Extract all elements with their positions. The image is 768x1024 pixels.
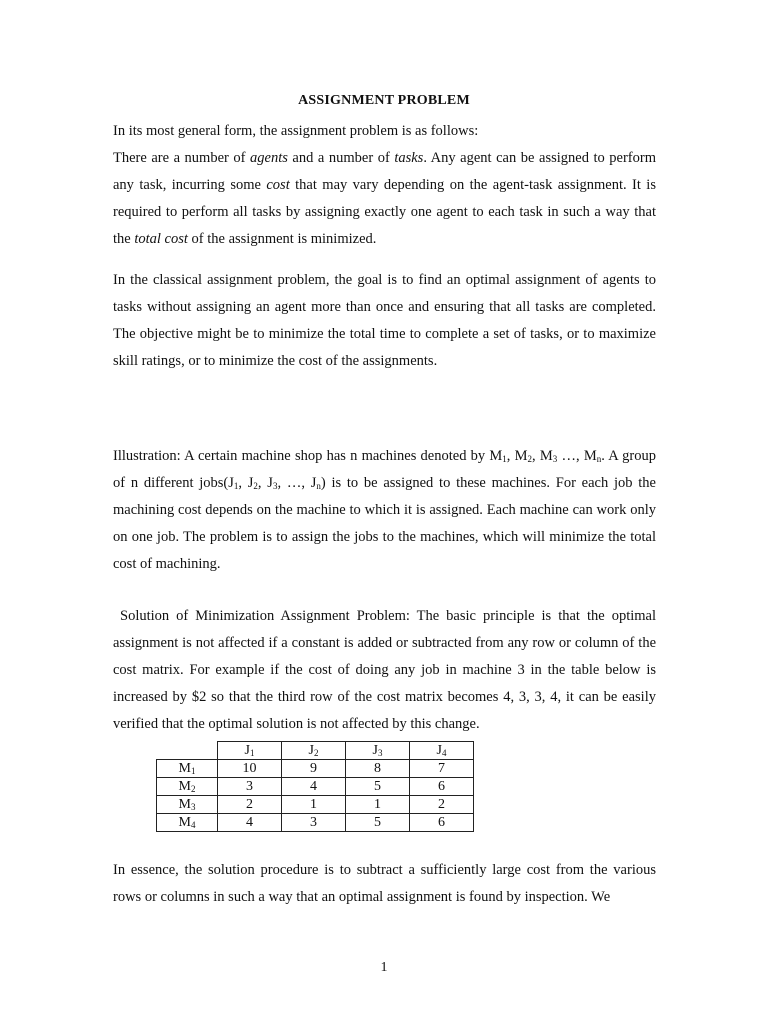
row-subscript: 1 <box>190 766 196 776</box>
subscript: n <box>316 481 321 491</box>
row-subscript: 3 <box>190 802 196 812</box>
row-letter: M <box>178 779 191 794</box>
text-run: , J <box>257 475 273 491</box>
text-run: , M <box>506 448 528 464</box>
table-cell: 4 <box>218 814 282 832</box>
essence-paragraph <box>113 857 656 911</box>
table-row-label <box>157 814 218 832</box>
row-letter: M <box>178 815 191 830</box>
term-total-cost: total cost <box>134 231 188 247</box>
table-header-row <box>157 742 474 760</box>
intro-text: that may vary depending on the agent-task assignment. It is required to perform all tasks by assigning exactly one agent to each task in such a way that the <box>113 177 656 247</box>
table-cell: 6 <box>410 814 474 832</box>
classical-text: In the classical assignment problem, the goal is to find an optimal assignment of agents to tasks without assigning an agent more than once and ensuring that all tasks are completed. The objective might be to minimize the total time to complete a set of tasks, or to maximize skill ratings, or to minimize the cost of the assignments. <box>113 272 656 369</box>
intro-text: and a number of <box>287 150 395 166</box>
illustration-paragraph <box>113 443 656 578</box>
table-cell: 1 <box>282 796 346 814</box>
row-subscript: 2 <box>190 784 196 794</box>
table-cell: 4 <box>282 778 346 796</box>
table-corner-cell <box>157 742 218 760</box>
term-cost: cost <box>266 177 290 193</box>
intro-text: . Any agent can be assigned to perform any task, incurring some <box>113 150 656 193</box>
table-cell: 9 <box>282 760 346 778</box>
table-cell: 7 <box>410 760 474 778</box>
term-tasks: tasks <box>394 150 424 166</box>
row-letter: M <box>178 761 191 776</box>
subscript: 2 <box>527 454 533 464</box>
subscript: 3 <box>552 454 558 464</box>
header-subscript: 2 <box>313 748 319 758</box>
table-row-label <box>157 796 218 814</box>
table-cell: 8 <box>346 760 410 778</box>
page-number: 1 <box>380 960 388 975</box>
text-run: . A group of n different jobs(J <box>113 448 656 491</box>
row-subscript: 4 <box>190 820 196 830</box>
header-letter: J <box>308 743 314 758</box>
intro-section <box>113 118 656 253</box>
row-letter: M <box>178 797 191 812</box>
header-subscript: 3 <box>377 748 383 758</box>
text-run: , …, J <box>277 475 317 491</box>
table-cell: 5 <box>346 778 410 796</box>
table-header-cell <box>282 742 346 760</box>
table-row-label <box>157 778 218 796</box>
illustration-text <box>113 443 656 578</box>
table-cell: 6 <box>410 778 474 796</box>
table-row <box>157 778 474 796</box>
cost-matrix-table <box>156 741 474 832</box>
intro-paragraph <box>113 145 656 253</box>
table-row <box>157 814 474 832</box>
text-run: Illustration: A certain machine shop has n machines denoted by M <box>113 448 503 464</box>
header-subscript: 1 <box>249 748 255 758</box>
classical-paragraph <box>113 267 656 375</box>
intro-text: of the assignment is minimized. <box>187 231 377 247</box>
text-run: …, M <box>557 448 597 464</box>
document-title: ASSIGNMENT PROBLEM <box>298 93 470 108</box>
header-letter: J <box>372 743 378 758</box>
subscript: n <box>596 454 602 464</box>
text-run: , J <box>238 475 254 491</box>
table-cell: 3 <box>282 814 346 832</box>
subscript: 2 <box>253 481 258 491</box>
table-header-cell <box>346 742 410 760</box>
term-agents: agents <box>250 150 288 166</box>
header-subscript: 4 <box>441 748 447 758</box>
table-cell: 2 <box>410 796 474 814</box>
table-row <box>157 796 474 814</box>
table-cell: 5 <box>346 814 410 832</box>
header-letter: J <box>244 743 250 758</box>
table-header-cell <box>410 742 474 760</box>
subscript: 3 <box>272 481 278 491</box>
subscript: 1 <box>502 454 507 464</box>
intro-line: In its most general form, the assignment problem is as follows: <box>113 123 479 139</box>
table-cell: 1 <box>346 796 410 814</box>
table-row <box>157 760 474 778</box>
table-row-label <box>157 760 218 778</box>
table-cell: 2 <box>218 796 282 814</box>
solution-text: Solution of Minimization Assignment Problem: The basic principle is that the optimal assignment is not affected if a constant is added or subtracted from any row or column of the cost matrix. For example if the cost of doing any job in machine 3 in the table below is increased by $2 so that the third row of the cost matrix becomes 4, 3, 3, 4, it can be easily verified that the optimal solution is not affected by this change. <box>113 608 660 732</box>
subscript: 1 <box>233 481 239 491</box>
text-run: , M <box>532 448 553 464</box>
table-header-cell <box>218 742 282 760</box>
text-run: ) is to be assigned to these machines. For each job the machining cost depends on the machine to which it is assigned. Each machine can work only on one job. The problem is to assign the jobs to the machines, which will minimize the total cost of machining. <box>113 475 656 572</box>
table-cell: 3 <box>218 778 282 796</box>
essence-text: In essence, the solution procedure is to subtract a sufficiently large cost from the various rows or columns in such a way that an optimal assignment is found by inspection. We <box>113 862 656 905</box>
header-letter: J <box>436 743 442 758</box>
solution-paragraph <box>113 603 660 738</box>
intro-text: There are a number of <box>113 150 251 166</box>
table-cell: 10 <box>218 760 282 778</box>
